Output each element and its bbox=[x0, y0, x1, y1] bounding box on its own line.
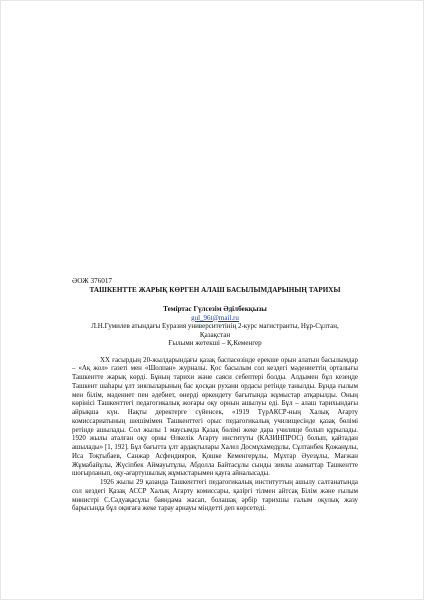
supervisor-line: Ғылыми жетекші – Қ.Кеменгер bbox=[168, 339, 262, 347]
affiliation-line-2: Қазақстан bbox=[199, 330, 231, 339]
paragraph-1: XX ғасырдың 20-жылдарындағы қазақ баспасөзінде ерекше орын алатын басылымдар – «Ақ жол» газеті мен «Шолпан» журналы. Қос басылым сол кездегі мәдениеттің орталығы Ташкентте жарық көрді. Бұның тарихи және саяси себептері болды. Алдымен бұл кезеңде Ташкент шаһары ұлт зиялыларының бас қосқан рухани ордасы ретінде танылды. Бұнда ғылым мен білім, мәдениет пен әдебиет, өнерді өркендету бағытында жұмыстар атқарылды. Оның көрінісі Ташкенттегі педагогикалық жоғары оқу орнын ашылуы еді. Бұл – алаш тарихындағы айрықша күн. Нақты деректерге сүйенсек, «1919 ТүрАКСР-ның Халық Ағарту комиссариатының шешімімен Ташкенттегі орыс педагогикалық училищесінде қазақ бөлімі ретінде ашылады. Сол жылы 1 маусымда Қазақ бөлімі жеке дара училище болып құрылады. 1920 жылы аталған оқу орны Өлкелік Ағарту институты (КАЗИНПРОС) болып, қайтадан ашылады» [1, 192]. Бұл бағытта ұлт ардақтылары Халел Досмұхамедұлы, Сұлтанбек Қожанұлы, Иса Тоқтыбаев, Санжар Асфендияров, Қошке Кеменгерұлы, Мұхтар Әуезұлы, Мағжан Жұмабайұлы, Жүсіпбек Аймауытұлы, Абдолла Байтасұлы сынды зиялы азаматтар Ташкентте шоғырланып, оқу-ағартушылық жұмыстарымен қауға айналысады. bbox=[72, 356, 358, 478]
article-body bbox=[72, 277, 358, 514]
article-title: ТАШКЕНТТЕ ЖАРЫҚ КӨРГЕН АЛАШ БАСЫЛЫМДАРЫНЫҢ ТАРИХЫ bbox=[89, 286, 341, 294]
paragraph-2: 1926 жылы 29 қазанда Ташкенттегі педагогикалық институттың ашылу салтанатында сол кездегі Қазақ АССР Халық Ағарту комиссары, қазіргі тілмен айтсақ Білім және ғылым министрі С.Сәдуақасұлы баяндама жасап, болашақ әрбір тарихшы ғалым оқулық жазу барысында бұл оқиғаға жеке тарау арнауы міндетті деп көрсетеді. bbox=[72, 479, 358, 513]
author-name: Теміртас Гүлсезім Әділбекқызы bbox=[163, 305, 267, 313]
udc-code: ӘОЖ 376017 bbox=[72, 277, 113, 285]
author-email-link[interactable]: gul_96t@mail.ru bbox=[191, 313, 239, 322]
affiliation-line-1: Л.Н.Гумилев атындағы Еуразия университетінің 2-курс магистранты, Нұр-Сұлтан, bbox=[91, 322, 339, 330]
